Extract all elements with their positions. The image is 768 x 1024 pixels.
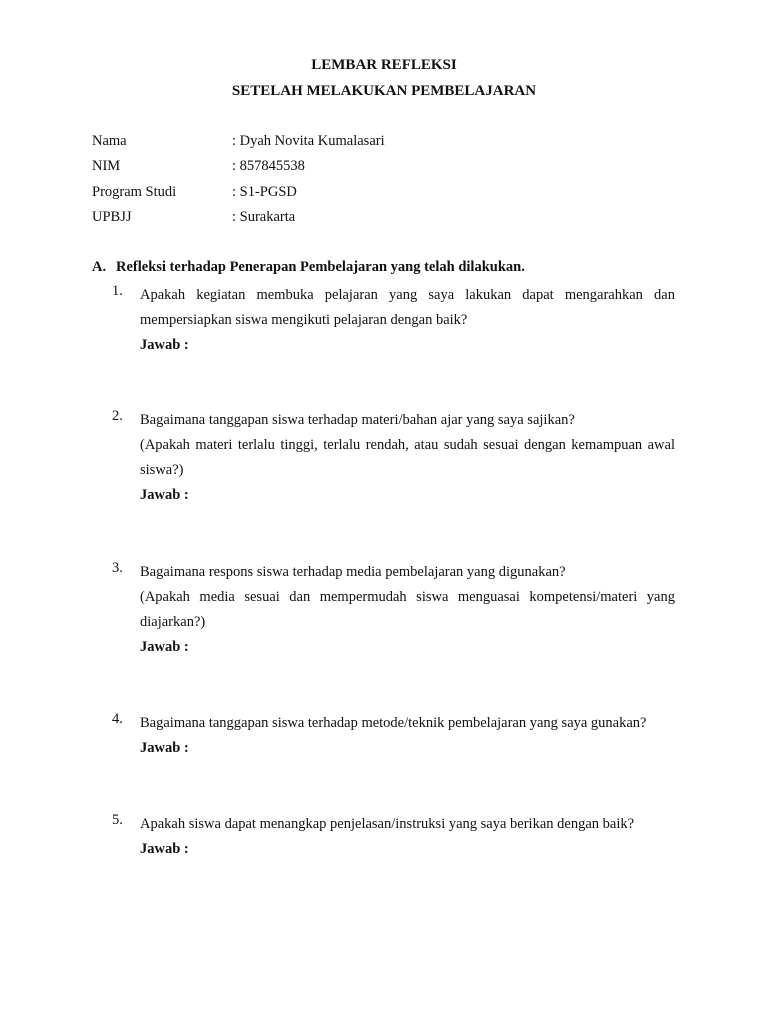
identity-label: Nama (92, 133, 127, 149)
question-text: Apakah siswa dapat menangkap penjelasan/instruksi yang saya berikan dengan baik? (140, 816, 635, 832)
answer-label: Jawab : (140, 740, 189, 756)
identity-value: : S1-PGSD (232, 184, 297, 200)
question-number: 2. (112, 408, 123, 424)
identity-label: NIM (92, 158, 121, 174)
identity-label: UPBJJ (92, 209, 132, 225)
identity-value: : 857845538 (232, 158, 305, 174)
answer-label: Jawab : (140, 841, 189, 857)
question-note: (Apakah materi terlalu tinggi, terlalu rendah, atau sudah sesuai dengan kemampuan awal siswa?) (140, 437, 675, 478)
question-number: 4. (112, 711, 123, 727)
question-text: Bagaimana tanggapan siswa terhadap materi/bahan ajar yang saya sajikan? (140, 412, 575, 428)
question-text: Apakah kegiatan membuka pelajaran yang saya lakukan dapat mengarahkan dan mempersiapkan siswa mengikuti pelajaran dengan baik? (140, 287, 675, 328)
answer-label: Jawab : (140, 487, 189, 503)
section-letter: A. (92, 259, 107, 275)
question-number: 1. (112, 283, 123, 299)
question-text: Bagaimana respons siswa terhadap media pembelajaran yang digunakan? (140, 564, 566, 580)
document-title: LEMBAR REFLEKSI (311, 57, 457, 73)
question-text: Bagaimana tanggapan siswa terhadap metode/teknik pembelajaran yang saya gunakan? (140, 715, 647, 731)
identity-value: : Dyah Novita Kumalasari (232, 133, 385, 149)
identity-row-upbjj (92, 209, 672, 229)
question-number: 3. (112, 560, 123, 576)
identity-row-nama (92, 133, 672, 153)
identity-label: Program Studi (92, 184, 177, 200)
section-heading (92, 259, 682, 276)
document-subtitle: SETELAH MELAKUKAN PEMBELAJARAN (231, 83, 537, 99)
question-number: 5. (112, 812, 123, 828)
question-note: (Apakah media sesuai dan mempermudah siswa menguasai kompetensi/materi yang diajarkan?) (140, 589, 675, 630)
answer-label: Jawab : (140, 639, 189, 655)
identity-row-program-studi (92, 184, 672, 204)
identity-value: : Surakarta (232, 209, 296, 225)
identity-row-nim (92, 158, 672, 178)
section-title: Refleksi terhadap Penerapan Pembelajaran yang telah dilakukan. (116, 259, 525, 275)
answer-label: Jawab : (140, 337, 189, 353)
